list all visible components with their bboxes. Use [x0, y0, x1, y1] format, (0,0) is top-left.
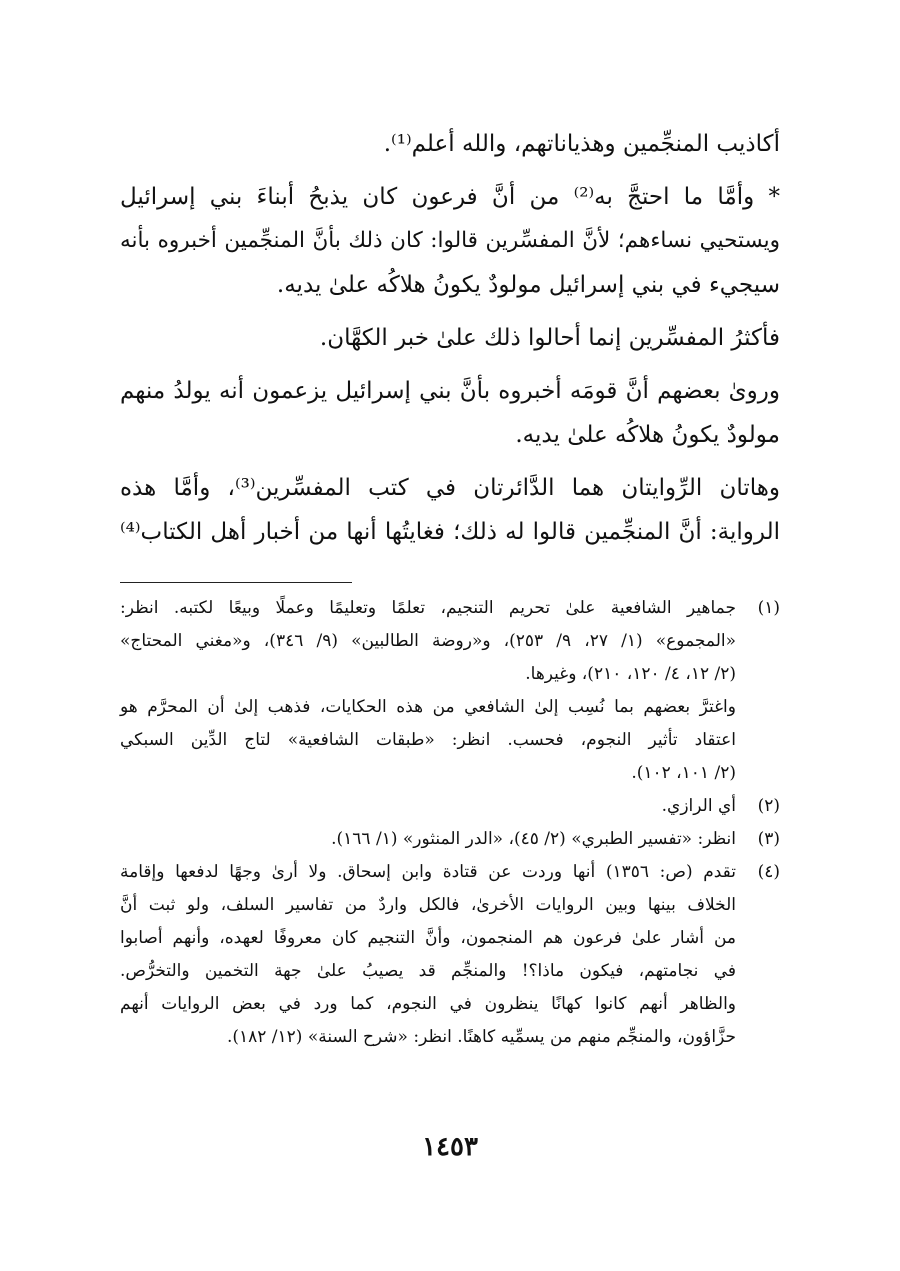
footnote-3	[120, 823, 780, 856]
body-line: الرواية: أنَّ المنجِّمين قالوا له ذلك؛ فغايتُها أنها من أخبار أهل الكتاب⁽⁴⁾	[120, 519, 780, 545]
footnote-line: تقدم (ص: ١٣٥٦) أنها وردت عن قتادة وابن إسحاق. ولا أرىٰ وجهًا لدفعها وإقامة	[120, 862, 737, 882]
page-number: ١٤٥٣	[422, 1132, 478, 1162]
body-line: سيجيء في بني إسرائيل مولودٌ يكونُ هلاكُه علىٰ يديه.	[276, 272, 780, 298]
footnote-2	[120, 790, 780, 823]
body-line: أكاذيب المنجِّمين وهذياناتهم، والله أعلم⁽¹⁾.	[383, 131, 780, 157]
footnote-number: (٤)	[757, 862, 780, 882]
body-line: وهاتان الرِّوايتان هما الدَّائرتان في كتب المفسِّرين⁽³⁾، وأمَّا هذه	[120, 475, 780, 501]
body-line: ويستحيي نساءهم؛ لأنَّ المفسِّرين قالوا: كان ذلك بأنَّ المنجِّمين أخبروه بأنه	[120, 228, 780, 253]
footnote-line: انظر: «تفسير الطبري» (٢/ ٤٥)، «الدر المنثور» (١/ ١٦٦).	[331, 829, 736, 849]
body-line: * وأمَّا ما احتجَّ به⁽²⁾ من أنَّ فرعون كان يذبحُ أبناءَ بني إسرائيل	[120, 184, 780, 210]
body-line: مولودٌ يكونُ هلاكُه علىٰ يديه.	[515, 422, 780, 448]
footnote-line: (٢/ ١٠١، ١٠٢).	[631, 763, 736, 783]
footnote-line: اعتقاد تأثير النجوم، فحسب. انظر: «طبقات الشافعية» لتاج الدِّين السبكي	[120, 730, 736, 750]
footnote-line: من أشار علىٰ فرعون هم المنجمون، وأنَّ التنجيم كان معروفًا لعهده، وأنهم أصابوا	[120, 928, 736, 948]
footnote-4	[120, 856, 780, 1054]
footnotes	[120, 592, 780, 1054]
footnote-line: في نجامتهم، فيكون ماذا؟! والمنجِّم قد يصيبُ علىٰ جهة التخمين والتخرُّص.	[120, 961, 736, 981]
footnote-separator	[120, 582, 352, 583]
footnote-line: أي الرازي.	[661, 796, 736, 816]
footnote-line: «المجموع» (١/ ٢٧، ٩/ ٢٥٣)، و«روضة الطالبين» (٩/ ٣٤٦)، و«مغني المحتاج»	[120, 631, 737, 651]
body-line: ورویٰ بعضهم أنَّ قومَه أخبروه بأنَّ بني إسرائيل يزعمون أنه يولدُ منهم	[120, 378, 780, 404]
footnote-number: (٣)	[757, 829, 780, 849]
footnote-1	[120, 592, 780, 790]
footnote-number: (٢)	[757, 796, 780, 816]
footnote-line: الخلاف بينها وبين الروايات الأخرىٰ، فالكل واردٌ من تفاسير السلف، ولو ثبت أنَّ	[120, 895, 736, 915]
footnote-line: واغترَّ بعضهم بما نُسِب إلىٰ الشافعي من هذه الحكايات، فذهب إلىٰ أن المحرَّم هو	[120, 697, 736, 717]
footnote-line: (٢/ ١٢، ٤/ ١٢٠، ٢١٠)، وغيرها.	[525, 664, 736, 684]
footnote-number: (١)	[757, 598, 780, 618]
footnote-line: جماهير الشافعية علىٰ تحريم التنجيم، تعلمًا وتعليمًا وعملًا وبيعًا لكتبه. انظر:	[120, 598, 736, 618]
footnote-line: حزَّاؤون، والمنجِّم منهم من يسمِّيه كاهنًا. انظر: «شرح السنة» (١٢/ ١٨٢).	[226, 1027, 736, 1047]
main-text	[120, 122, 780, 554]
body-line: فأكثرُ المفسِّرين إنما أحالوا ذلك علىٰ خبر الكهَّان.	[319, 325, 780, 351]
footnote-line: والظاهر أنهم كانوا كهانًا ينظرون في النجوم، كما ورد في بعض الروايات أنهم	[120, 994, 736, 1014]
